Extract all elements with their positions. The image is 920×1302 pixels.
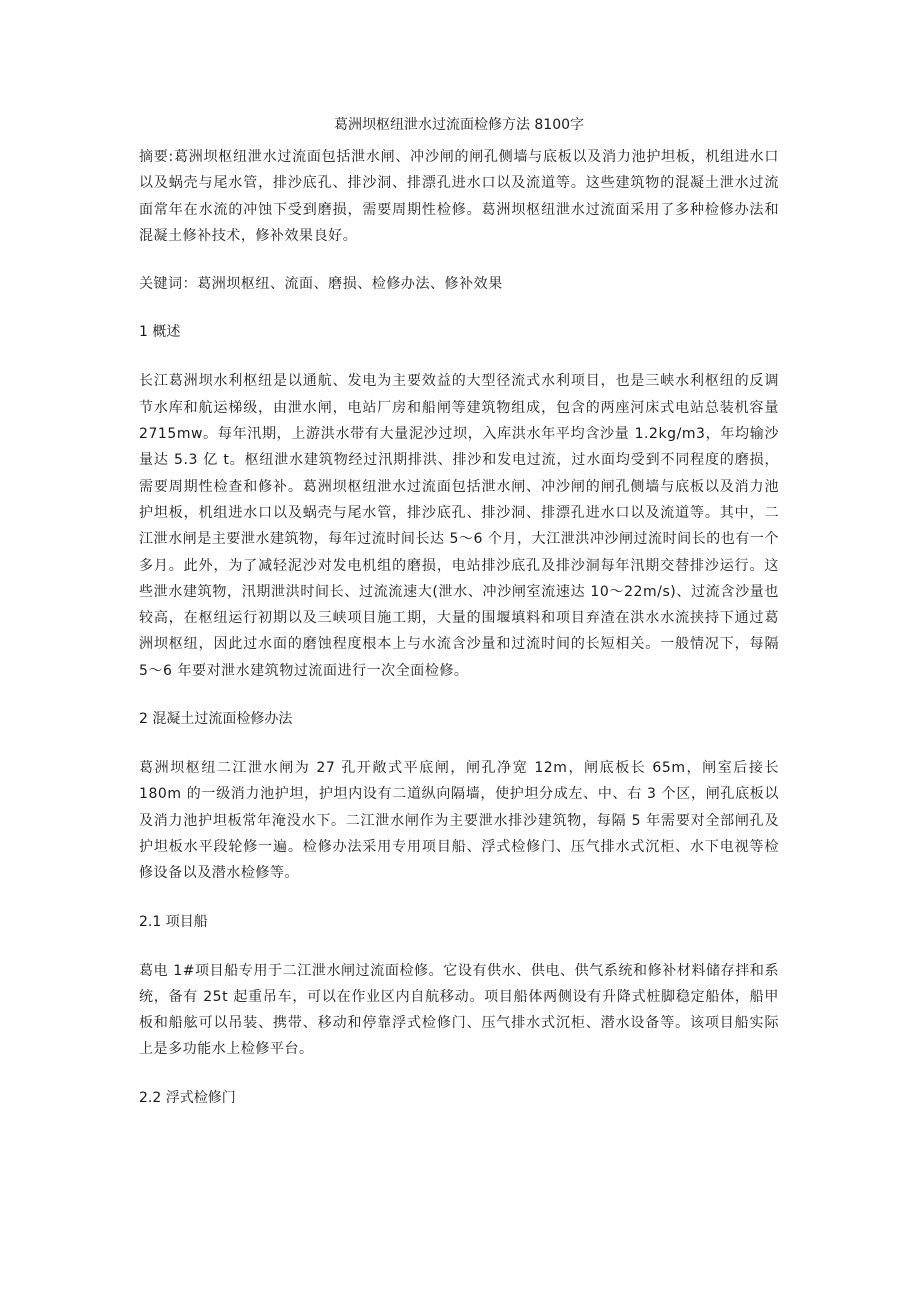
document-body (139, 112, 779, 1134)
section-paragraph-project-ship: 葛电 1#项目船专用于二江泄水闸过流面检修。它设有供水、供电、供气系统和修补材料储存拌和系统，备有 25t 起重吊车，可以在作业区内自航移动。项目船体两侧设有升降式桩脚稳定船体，船甲板和船舷可以吊装、携带、移动和停靠浮式检修门、压气排水式沉柜、潜水设备等。该项目船实际上是多功能水上检修平台。 (139, 962, 779, 1058)
abstract-paragraph (139, 144, 779, 249)
section-heading-floating-gate: 2.2 浮式检修门 (139, 1089, 236, 1106)
document-title: 葛洲坝枢纽泄水过流面检修方法 8100字 (333, 117, 585, 133)
section-paragraph-repair-methods: 葛洲坝枢纽二江泄水闸为 27 孔开敞式平底闸，闸孔净宽 12m，闸底板长 65m，闸室后接长 180m 的一级消力池护坦，护坦内设有二道纵向隔墙，使护坦分成左、中、右 3 个区，闸孔底板以及消力池护坦板常年淹没水下。二江泄水闸作为主要泄水排沙建筑物，每隔 5 年需要对全部闸孔及护坦板水平段轮修一遍。检修办法采用专用项目船、浮式检修门、压气排水式沉柜、水下电视等检修设备以及潜水检修等。 (139, 760, 779, 882)
abstract-label: 摘要: (139, 149, 174, 165)
keywords-paragraph: 关键词：葛洲坝枢纽、流面、磨损、检修办法、修补效果 (139, 276, 503, 293)
abstract-text: 葛洲坝枢纽泄水过流面包括泄水闸、冲沙闸的闸孔侧墙与底板以及消力池护坦板，机组进水口以及蜗壳与尾水管，排沙底孔、排沙洞、排漂孔进水口以及流道等。这些建筑物的混凝土泄水过流面常年在水流的冲蚀下受到磨损，需要周期性检修。葛洲坝枢纽泄水过流面采用了多种检修办法和混凝土修补技术，修补效果良好。 (139, 149, 779, 244)
section-heading-overview: 1 概述 (139, 324, 181, 341)
section-heading-repair-methods: 2 混凝土过流面检修办法 (139, 711, 293, 728)
section-paragraph-overview: 长江葛洲坝水利枢纽是以通航、发电为主要效益的大型径流式水利项目，也是三峡水利枢纽的反调节水库和航运梯级，由泄水闸，电站厂房和船闸等建筑物组成，包含的两座河床式电站总装机容量 2715mw。每年汛期，上游洪水带有大量泥沙过坝，入库洪水年平均含沙量 1.2kg/m3，年均输沙量达 5.3 亿 t。枢纽泄水建筑物经过汛期排洪、排沙和发电过流，过水面均受到不同程度的磨损，需要周期性检查和修补。葛洲坝枢纽泄水过流面包括泄水闸、冲沙闸的闸孔侧墙与底板以及消力池护坦板，机组进水口以及蜗壳与尾水管，排沙底孔、排沙洞、排漂孔进水口以及流道等。其中，二江泄水闸是主要泄水建筑物，每年过流时间长达 5～6 个月，大江泄洪冲沙闸过流时间长的也有一个多月。此外，为了减轻泥沙对发电机组的磨损，电站排沙底孔及排沙洞每年汛期交替排沙运行。这些泄水建筑物，汛期泄洪时间长、过流流速大(泄水、冲沙闸室流速达 10～22m/s)、过流含沙量也较高，在枢纽运行初期以及三峡项目施工期，大量的围堰填料和项目弃渣在洪水水流挟持下通过葛洲坝枢纽，因此过水面的磨蚀程度根本上与水流含沙量和过流时间的长短相关。一般情况下，每隔 5～6 年要对泄水建筑物过流面进行一次全面检修。 (139, 373, 780, 679)
section-heading-project-ship: 2.1 项目船 (139, 913, 208, 930)
